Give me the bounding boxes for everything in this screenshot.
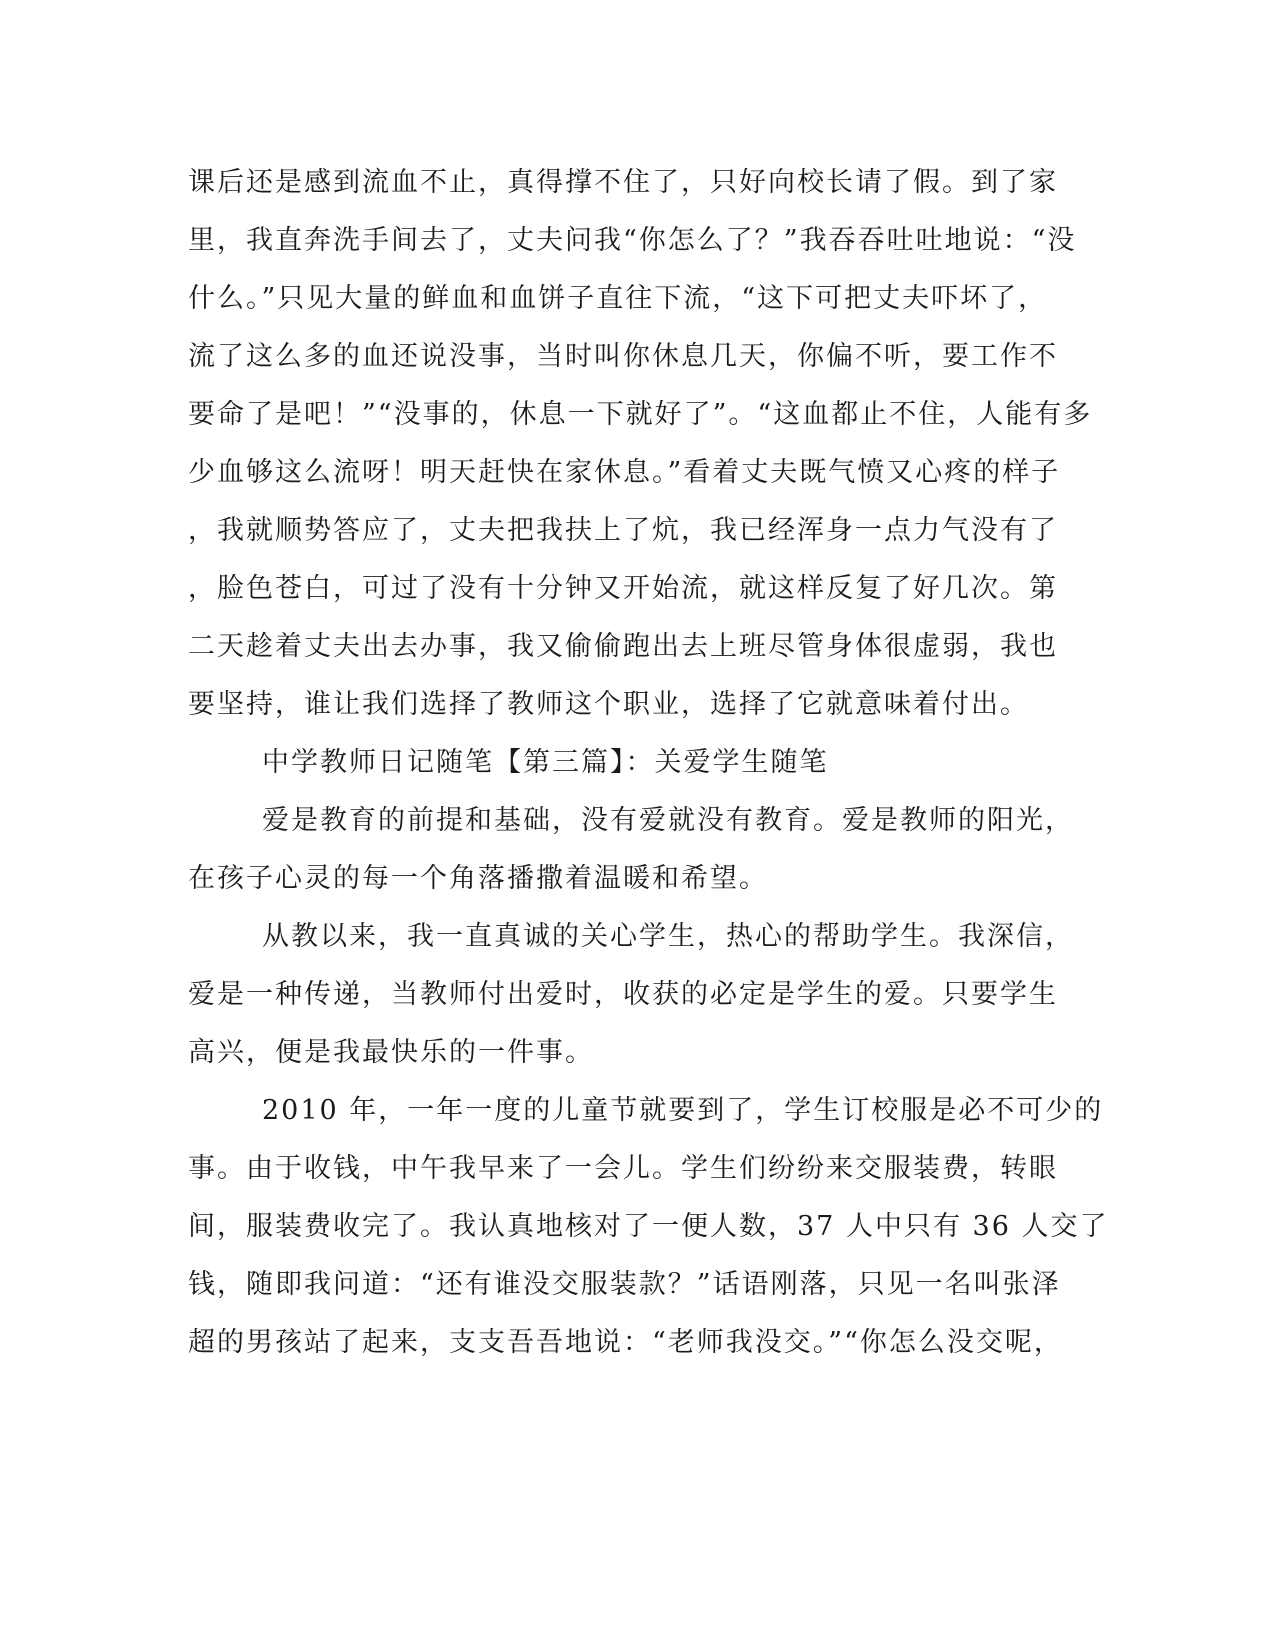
text-line: 从教以来，我一直真诚的关心学生，热心的帮助学生。我深信， (262, 921, 1074, 952)
text-line: ，我就顺势答应了，丈夫把我扶上了炕，我已经浑身一点力气没有了 (188, 515, 1058, 546)
text-line: 爱是教育的前提和基础，没有爱就没有教育。爱是教师的阳光， (262, 805, 1074, 836)
text-line: 流了这么多的血还说没事，当时叫你休息几天，你偏不听，要工作不 (188, 341, 1058, 372)
text-line: 要命了是吧！”“没事的，休息一下就好了”。“这血都止不住，人能有多 (188, 399, 1093, 430)
text-line: ，脸色苍白，可过了没有十分钟又开始流，就这样反复了好几次。第 (188, 573, 1058, 604)
text-line: 事。由于收钱，中午我早来了一会儿。学生们纷纷来交服装费，转眼 (188, 1153, 1058, 1184)
text-line: 少血够这么流呀！明天赶快在家休息。”看着丈夫既气愤又心疼的样子 (188, 457, 1061, 488)
text-line: 要坚持，谁让我们选择了教师这个职业，选择了它就意味着付出。 (188, 689, 1029, 720)
section-heading: 中学教师日记随笔【第三篇】：关爱学生随笔 (262, 747, 829, 778)
text-line: 超的男孩站了起来，支支吾吾地说：“老师我没交。”“你怎么没交呢， (188, 1327, 1063, 1358)
text-line: 钱，随即我问道：“还有谁没交服装款？”话语刚落，只见一名叫张泽 (188, 1269, 1061, 1300)
text-line: 课后还是感到流血不止，真得撑不住了，只好向校长请了假。到了家 (188, 167, 1058, 198)
text-line: 在孩子心灵的每一个角落播撒着温暖和希望。 (188, 863, 768, 894)
text-line: 间，服装费收完了。我认真地核对了一便人数，37 人中只有 36 人交了 (188, 1211, 1109, 1242)
text-line: 什么。”只见大量的鲜血和血饼子直往下流，“这下可把丈夫吓坏了， (188, 283, 1048, 314)
text-line: 里，我直奔洗手间去了，丈夫问我“你怎么了？”我吞吞吐吐地说：“没 (188, 225, 1077, 256)
text-line: 高兴，便是我最快乐的一件事。 (188, 1037, 594, 1068)
text-line: 2010 年，一年一度的儿童节就要到了，学生订校服是必不可少的 (262, 1095, 1104, 1126)
text-line: 二天趁着丈夫出去办事，我又偷偷跑出去上班尽管身体很虚弱，我也 (188, 631, 1058, 662)
text-line: 爱是一种传递，当教师付出爱时，收获的必定是学生的爱。只要学生 (188, 979, 1058, 1010)
